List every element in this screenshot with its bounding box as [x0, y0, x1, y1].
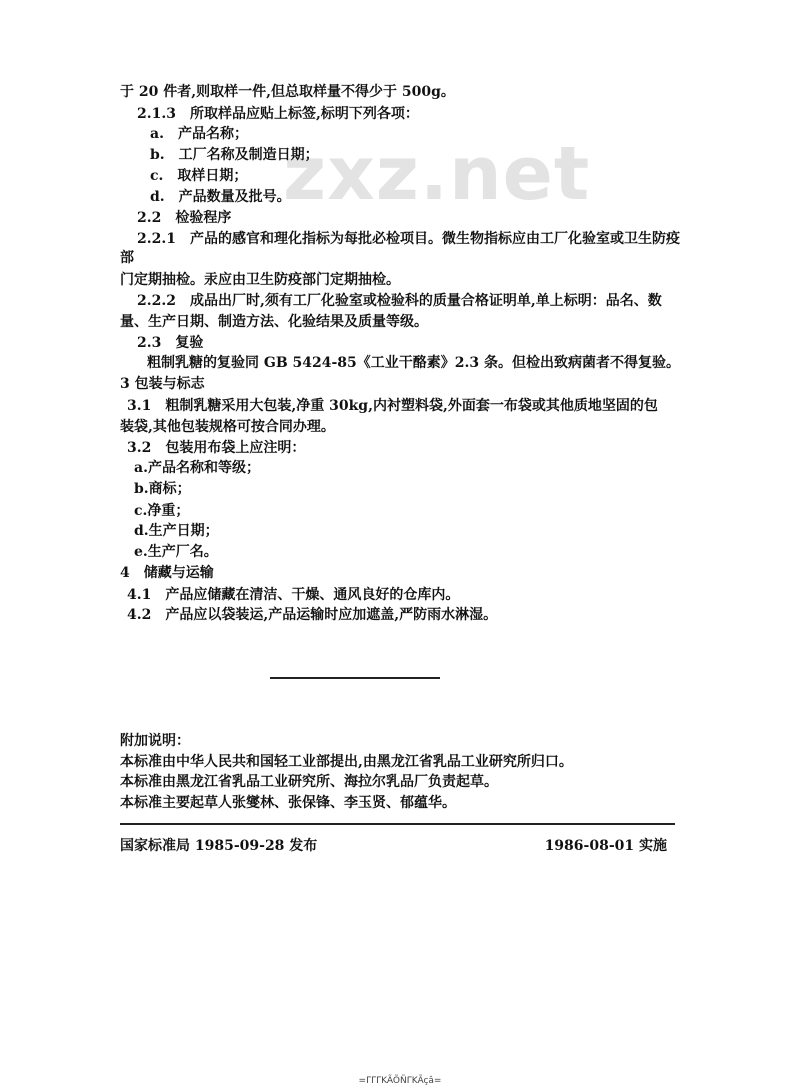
clause-2-2-1-line: 部 — [120, 250, 134, 266]
bag-item: e.生产厂名。 — [134, 544, 218, 560]
bag-item: c.净重； — [134, 503, 190, 519]
heading-4: 4 储藏与运输 — [120, 565, 214, 581]
clause-2-2-2-line: 量、生产日期、制造方法、化验结果及质量等级。 — [120, 314, 428, 330]
clause-4-1: 4.1 产品应储藏在清洁、干燥、通风良好的仓库内。 — [127, 587, 460, 603]
footer-divider — [120, 823, 675, 825]
clause-4-2: 4.2 产品应以袋装运,产品运输时应加遮盖,严防雨水淋湿。 — [127, 607, 498, 623]
clause-2-2-1-line: 2.2.1 产品的感官和理化指标为每批必检项目。微生物指标应由工厂化验室或卫生防疫 — [137, 231, 680, 247]
notes-title: 附加说明： — [120, 733, 190, 749]
clause-2-2-2-line: 2.2.2 成品出厂时,须有工厂化验室或检验科的质量合格证明单,单上标明：品名、数 — [137, 293, 662, 309]
bag-item: b.商标； — [134, 481, 191, 497]
notes-line: 本标准由中华人民共和国轻工业部提出,由黑龙江省乳品工业研究所归口。 — [120, 754, 573, 770]
watermark: zxz.net — [283, 131, 591, 217]
notes-line: 本标准由黑龙江省乳品工业研究所、海拉尔乳品厂负责起草。 — [120, 774, 498, 790]
effective-date: 1986-08-01 实施 — [544, 838, 667, 854]
bag-item: a.产品名称和等级； — [134, 460, 260, 476]
clause-2-1-3: 2.1.3 所取样品应贴上标签,标明下列各项： — [137, 106, 419, 122]
sample-tail-text: 于 20 件者,则取样一件,但总取样量不得少于 500g。 — [120, 84, 455, 100]
label-item: b. 工厂名称及制造日期； — [150, 147, 319, 163]
issued-date: 国家标准局 1985-09-28 发布 — [120, 838, 318, 854]
end-divider — [270, 677, 440, 679]
label-item: d. 产品数量及批号。 — [150, 189, 291, 205]
bag-item: d.生产日期； — [134, 523, 219, 539]
heading-2-3: 2.3 复验 — [137, 335, 204, 351]
heading-2-2: 2.2 检验程序 — [137, 210, 232, 226]
clause-3-2: 3.2 包装用布袋上应注明： — [127, 440, 306, 456]
heading-3: 3 包装与标志 — [120, 376, 205, 392]
clause-3-1-line: 装袋,其他包装规格可按合同办理。 — [120, 419, 335, 435]
label-item: a. 产品名称； — [150, 126, 248, 142]
clause-2-2-1-line: 门定期抽检。汞应由卫生防疫部门定期抽检。 — [120, 272, 400, 288]
notes-line: 本标准主要起草人张燮林、张保锋、李玉贤、郁蕴华。 — [120, 795, 456, 811]
label-item: c. 取样日期； — [150, 168, 248, 184]
clause-2-3: 粗制乳糖的复验同 GB 5424-85《工业干酪素》2.3 条。但检出致病菌者不得复验。 — [147, 355, 681, 371]
page-footer: =ΓΓΓKÃÕÑΓKÃçâ= — [358, 1076, 442, 1086]
clause-3-1-line: 3.1 粗制乳糖采用大包装,净重 30kg,内衬塑料袋,外面套一布袋或其他质地坚固的包 — [127, 398, 658, 414]
